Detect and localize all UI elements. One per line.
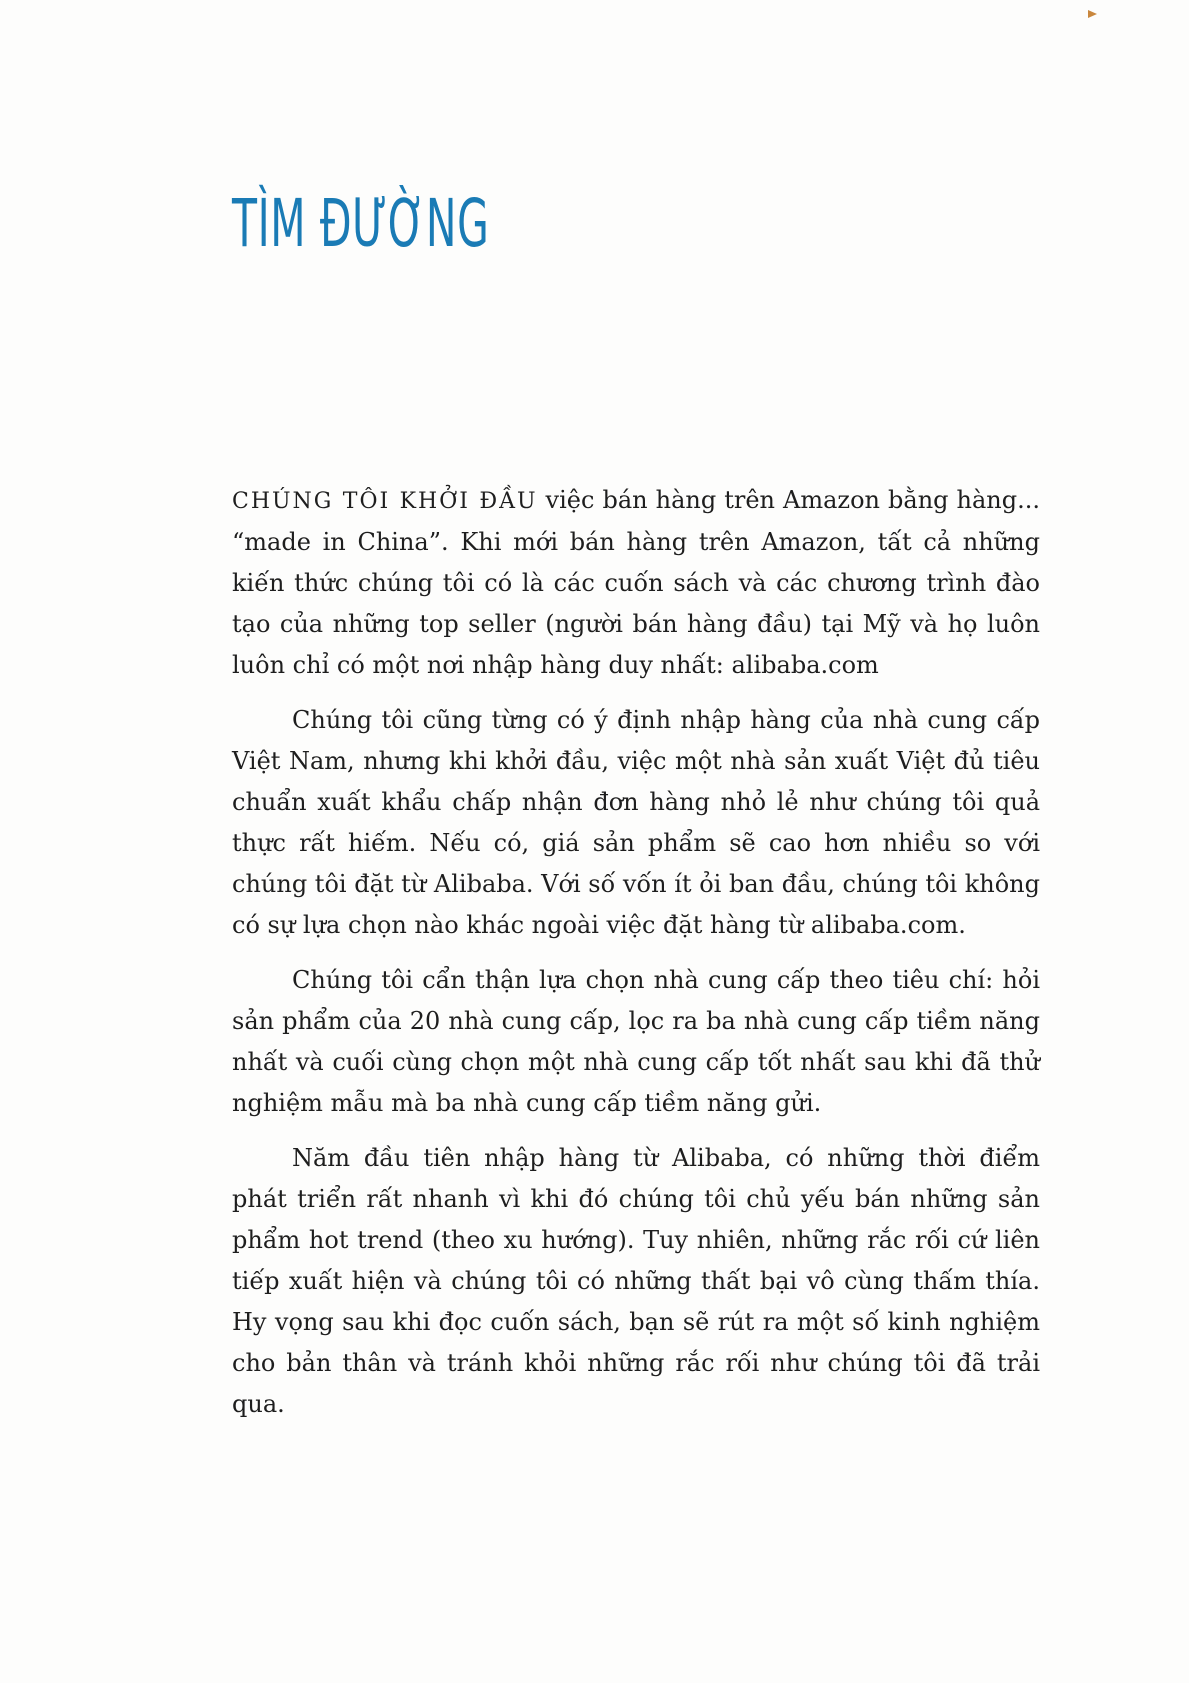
corner-mark-icon [1088,10,1097,18]
paragraph-3: Chúng tôi cẩn thận lựa chọn nhà cung cấp theo tiêu chí: hỏi sản phẩm của 20 nhà cung cấp, lọc ra ba nhà cung cấp tiềm năng nhất và cuối cùng chọn một nhà cung cấp tốt nhất sau khi đã thử nghiệm mẫu mà ba nhà cung cấp tiềm năng gửi. [232,966,1040,1117]
paragraph-2: Chúng tôi cũng từng có ý định nhập hàng của nhà cung cấp Việt Nam, nhưng khi khởi đầu, việc một nhà sản xuất Việt đủ tiêu chuẩn xuất khẩu chấp nhận đơn hàng nhỏ lẻ như chúng tôi quả thực rất hiếm. Nếu có, giá sản phẩm sẽ cao hơn nhiều so với chúng tôi đặt từ Alibaba. Với số vốn ít ỏi ban đầu, chúng tôi không có sự lựa chọn nào khác ngoài việc đặt hàng từ alibaba.com. [232,706,1040,939]
paragraph-1-text: việc bán hàng trên Amazon bằng hàng... “made in China”. Khi mới bán hàng trên Amazon, tất cả những kiến thức chúng tôi có là các cuốn sách và các chương trình đào tạo của những top seller (người bán hàng đầu) tại Mỹ và họ luôn luôn chỉ có một nơi nhập hàng duy nhất: alibaba.com [232,486,1041,679]
paragraph-4: Năm đầu tiên nhập hàng từ Alibaba, có những thời điểm phát triển rất nhanh vì khi đó chúng tôi chủ yếu bán những sản phẩm hot trend (theo xu hướng). Tuy nhiên, những rắc rối cứ liên tiếp xuất hiện và chúng tôi có những thất bại vô cùng thấm thía. Hy vọng sau khi đọc cuốn sách, bạn sẽ rút ra một số kinh nghiệm cho bản thân và tránh khỏi những rắc rối như chúng tôi đã trải qua. [232,1144,1040,1418]
chapter-body [232,480,1040,1439]
paragraph-1-lead: CHÚNG TÔI KHỞI ĐẦU [232,489,538,514]
paragraph-1 [232,480,1040,686]
chapter-title: TÌM ĐƯỜNG [232,185,490,262]
